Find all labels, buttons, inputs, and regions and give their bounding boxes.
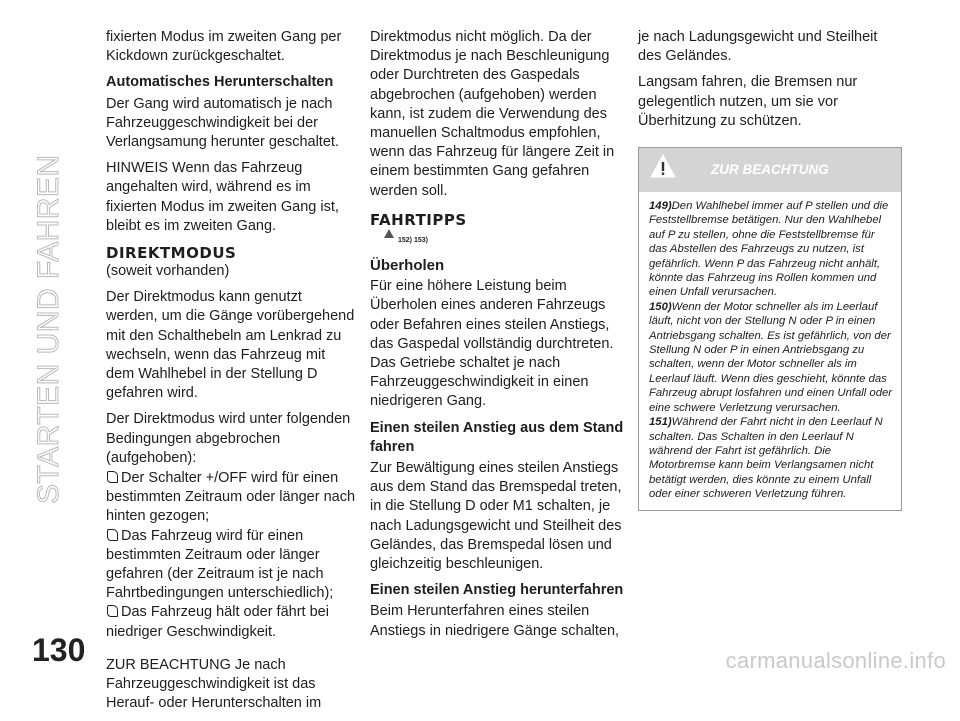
- paragraph: Direktmodus nicht möglich. Da der Direktmodus je nach Beschleunigung oder Durchtreten des Gaspedals abgebrochen (aufgehoben) werden kann, ist zudem die Verwendung des manuellen Schaltmodus empfohlen, wenn das Fahrzeug für längere Zeit in einem bestimmten Gang gefahren werden soll.: [370, 29, 615, 199]
- paragraph: Beim Herunterfahren eines steilen Anstiegs in niedrigere Gänge schalten,: [370, 603, 620, 639]
- chapter-side-title: [32, 34, 96, 504]
- column-1: [106, 28, 356, 721]
- bullet-icon: [107, 605, 118, 617]
- paragraph-note: HINWEIS Wenn das Fahrzeug angehalten wird, während es im fixierten Modus im zweiten Gang ist, bleibt es im zweiten Gang.: [106, 160, 339, 234]
- column-2: [370, 28, 625, 648]
- paragraph: Der Direktmodus wird unter folgenden Bedingungen abgebrochen (aufgehoben):: [106, 411, 351, 466]
- warning-item-number: 149): [649, 200, 672, 213]
- subheading-steep-descent: Einen steilen Anstieg herunterfahren: [370, 582, 624, 599]
- warning-references: [384, 231, 625, 250]
- paragraph: Der Gang wird automatisch je nach Fahrzeuggeschwindigkeit bei der Verlangsamung herunter geschaltet.: [106, 95, 339, 151]
- bullet-icon: [107, 529, 118, 541]
- list-item-text: Der Schalter +/OFF wird für einen bestimmten Zeitraum oder länger nach hinten gezogen;: [106, 470, 356, 525]
- list-item: [106, 527, 356, 604]
- warning-triangle-icon: [384, 229, 394, 238]
- warning-box: [638, 147, 902, 511]
- paragraph: Der Direktmodus kann genutzt werden, um die Gänge vorübergehend mit den Schalthebeln am Lenkrad zu wechseln, wenn das Fahrzeug mit dem Wahlhebel in der Stellung D gefahren wird.: [106, 289, 355, 402]
- column-3: [638, 28, 900, 511]
- bullet-icon: [107, 471, 118, 483]
- warning-item: [649, 199, 893, 300]
- warning-item-number: 150): [649, 300, 672, 313]
- warning-item-text: Während der Fahrt nicht in den Leerlauf N schalten. Das Schalten in den Leerlauf N während der Fahrt ist gefährlich. Die Motorbremse kann beim Verlangsamen nicht betätigt werden, dies könnte zu einem Unfall oder einer schweren Verletzung führen.: [649, 416, 883, 501]
- warning-triangle-icon: [650, 154, 676, 178]
- list-item-text: Das Fahrzeug hält oder fährt bei niedriger Geschwindigkeit.: [106, 604, 329, 640]
- warning-header: [639, 148, 901, 192]
- list-item: [106, 469, 356, 527]
- warning-body: [639, 192, 901, 510]
- subheading-automatic-downshift: Automatisches Herunterschalten: [106, 74, 334, 91]
- list-item: [106, 603, 356, 641]
- paragraph: fixierten Modus im zweiten Gang per Kickdown zurückgeschaltet.: [106, 29, 342, 65]
- chapter-title-text: STARTEN UND FAHREN: [32, 154, 65, 504]
- reference-text: 152) 153): [398, 236, 428, 244]
- paragraph-note: ZUR BEACHTUNG Je nach Fahrzeuggeschwindigkeit ist das Herauf- oder Herunterschalten im: [106, 656, 322, 712]
- paragraph: Langsam fahren, die Bremsen nur gelegentlich nutzen, um sie vor Überhitzung zu schützen.: [638, 74, 858, 129]
- paragraph: je nach Ladungsgewicht und Steilheit des Geländes.: [638, 29, 878, 65]
- list-item-text: Das Fahrzeug wird für einen bestimmten Zeitraum oder länger gefahren (der Zeitraum ist je nach Fahrtbedingungen unterschiedlich);: [106, 527, 334, 602]
- warning-item: [649, 415, 893, 501]
- watermark: carmanualsonline.info: [725, 648, 946, 673]
- subheading-overtaking: Überholen: [370, 257, 445, 275]
- section-heading-driving-tips: FAHRTIPPS: [370, 210, 467, 229]
- page-number: 130: [32, 632, 86, 668]
- section-heading-direct-mode: DIREKTMODUS: [106, 244, 237, 263]
- paragraph: Zur Bewältigung eines steilen Anstiegs aus dem Stand das Bremspedal treten, in die Stellung D oder M1 schalten, je nach Ladungsgewicht und Steilheit des Geländes, das Bremspedal lösen und gleichzeitig beschleunigen.: [370, 460, 622, 573]
- paragraph: Für eine höhere Leistung beim Überholen eines anderen Fahrzeugs oder Befahren eines steilen Anstiegs, das Gaspedal vollständig durchtreten. Das Getriebe schaltet je nach Fahrzeuggeschwindigkeit in einen niedrigeren Gang.: [370, 278, 614, 410]
- warning-item: [649, 300, 893, 415]
- warning-item-text: Den Wahlhebel immer auf P stellen und die Feststellbremse betätigen. Nur den Wahlhebel auf P zu stellen, ohne die Feststellbremse für das Abstellen des Fahrzeugs zu nutzen, ist gefährlich. Wenn P das Fahrzeug nicht anhält, könnte das Fahrzeug ins Rollen kommen und einen Unfall verursachen.: [649, 200, 889, 299]
- subheading-steep-start: Einen steilen Anstieg aus dem Stand fahren: [370, 419, 624, 455]
- warning-item-text: Wenn der Motor schneller als im Leerlauf läuft, nicht von der Stellung N oder P in einen Antriebsgang schalten. Es ist gefährlich, von der Stellung N oder P in einen Antriebsgang zu schalten, wenn der Motor schneller als im Leerlauf läuft. Wenn dies geschieht, könnte das Fahrzeug abrupt losfahren und einen Unfall oder eine schwere Verletzung verursachen.: [649, 300, 893, 414]
- section-note: (soweit vorhanden): [106, 263, 230, 280]
- warning-item-number: 151): [649, 416, 672, 429]
- warning-title: ZUR BEACHTUNG: [711, 162, 829, 178]
